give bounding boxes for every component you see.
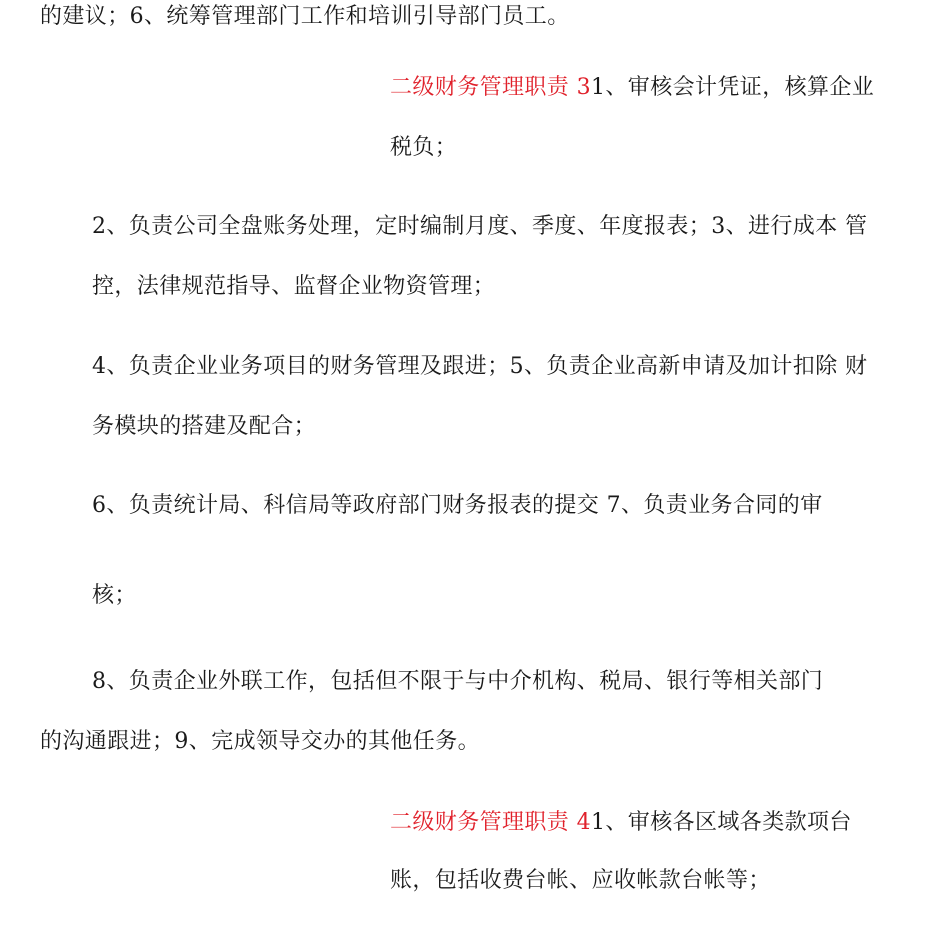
paragraph-line xyxy=(92,412,316,442)
paragraph-line xyxy=(92,272,495,302)
paragraph-line xyxy=(92,491,823,521)
line-text: 4、负责企业业务项目的财务管理及跟进；5、负责企业高新申请及加计扣除 财 xyxy=(92,354,868,379)
section-heading-line xyxy=(390,808,852,838)
line-text: 核； xyxy=(92,583,137,608)
line-text: 2、负责公司全盘账务处理，定时编制月度、季度、年度报表；3、进行成本 管 xyxy=(92,214,868,239)
paragraph-line xyxy=(92,581,137,611)
line-text: 8、负责企业外联工作，包括但不限于与中介机构、税局、银行等相关部门 xyxy=(92,669,824,694)
line-text: 控，法律规范指导、监督企业物资管理； xyxy=(92,274,496,299)
line-text: 税负； xyxy=(390,135,458,160)
paragraph-line xyxy=(390,133,457,163)
line-text: 的建议；6、统筹管理部门工作和培训引导部门员工。 xyxy=(40,4,570,29)
paragraph-line xyxy=(40,727,480,757)
line-text: 务模块的搭建及配合； xyxy=(92,414,317,439)
paragraph-line xyxy=(390,866,771,896)
section-heading: 二级财务管理职责 4 xyxy=(390,810,591,835)
paragraph-line xyxy=(92,352,867,382)
line-text: 1、审核各区域各类款项台 xyxy=(591,810,852,835)
line-text: 账，包括收费台帐、应收帐款台帐等； xyxy=(390,868,771,893)
line-text: 6、负责统计局、科信局等政府部门财务报表的提交 7、负责业务合同的审 xyxy=(92,493,823,518)
section-heading-line xyxy=(390,73,874,103)
paragraph-line xyxy=(92,667,823,697)
paragraph-line xyxy=(40,2,570,32)
section-heading: 二级财务管理职责 3 xyxy=(390,75,591,100)
paragraph-line xyxy=(92,212,867,242)
line-text: 的沟通跟进；9、完成领导交办的其他任务。 xyxy=(40,729,480,754)
line-text: 1、审核会计凭证，核算企业 xyxy=(591,75,875,100)
